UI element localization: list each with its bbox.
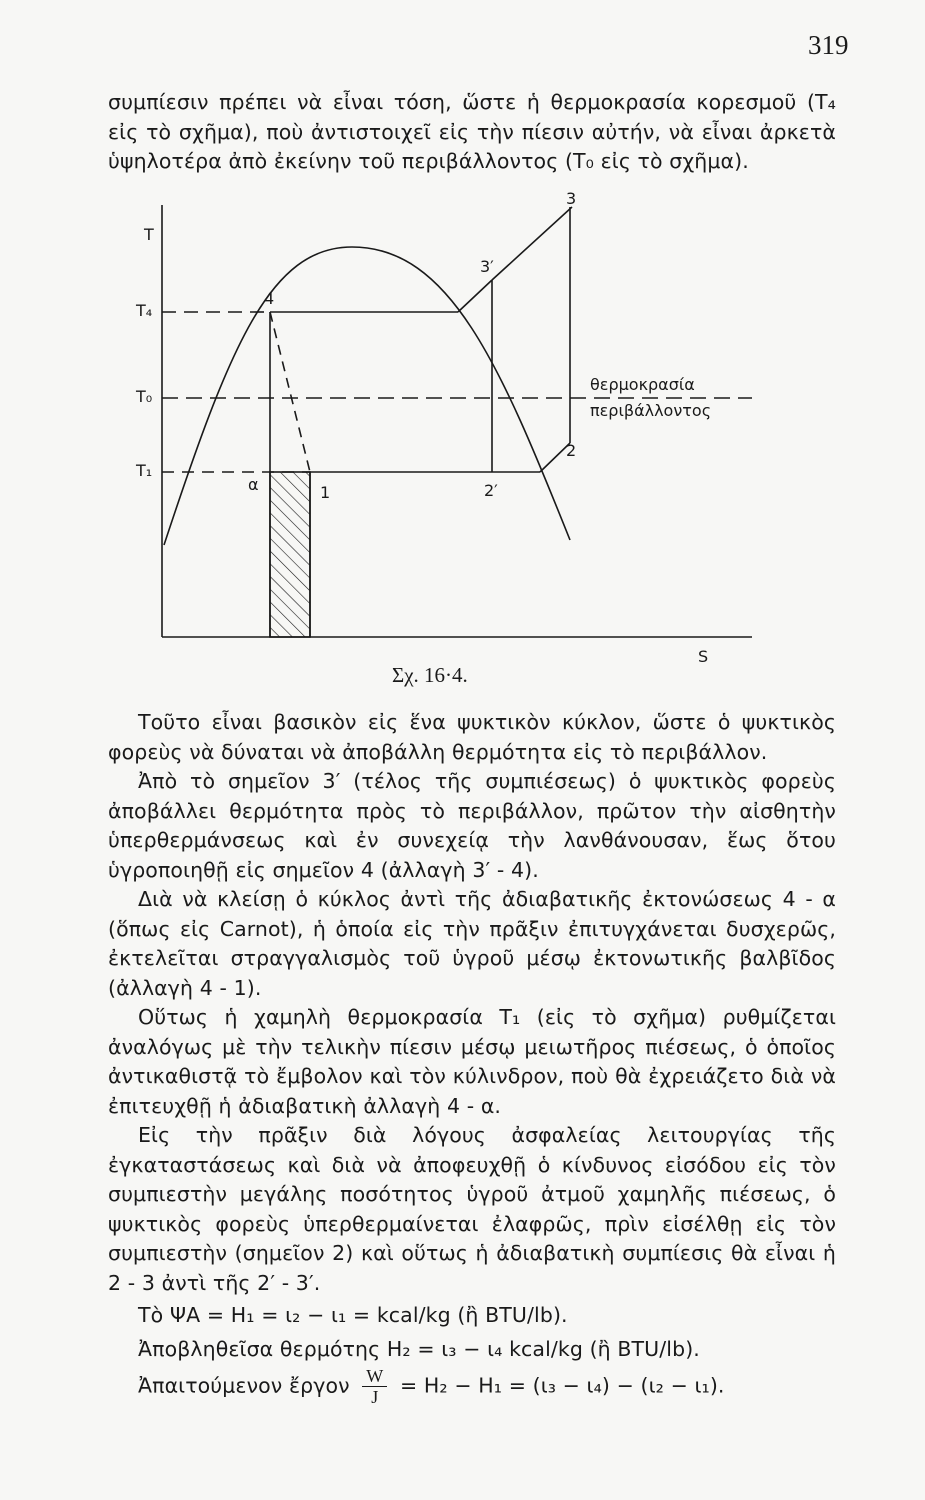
formula-work-prefix: Ἀπαιτούμενον ἔργον: [138, 1373, 350, 1398]
paragraph-5: Εἰς τὴν πρᾶξιν διὰ λόγους ἀσφαλείας λειτουργίας τῆς ἐγκαταστάσεως καὶ διὰ νὰ ἀποφευχθῇ ὁ κίνδυνος εἰσόδου εἰς τὸν συμπιεστὴν μεγάλης ποσότητος ὑγροῦ ἀτμοῦ χαμηλῆς πιέσεως, ὁ ψυκτικὸς φορεὺς ὑπερθερμαίνεται ἐλαφρῶς, πρὶν εἰσέλθῃ εἰς τὸν συμπιεστὴν (σημεῖον 2) καὶ οὕτως ἡ ἀδιαβατικὴ συμπίεσις θὰ εἶναι ἡ 2 - 3 ἀντὶ τῆς 2′ - 3′.: [108, 1123, 836, 1295]
intro-paragraph: συμπίεσιν πρέπει νὰ εἶναι τόση, ὥστε ἡ θερμοκρασία κορεσμοῦ (T₄ εἰς τὸ σχῆμα), ποὺ ἀντιστοιχεῖ εἰς τὴν πίεσιν αὐτήν, νὰ εἶναι ἀρκετὰ ὑψηλοτέρα ἀπὸ ἐκείνην τοῦ περιβάλλοντος (T₀ εἰς τὸ σχῆμα).: [108, 90, 836, 173]
paragraph-2: Ἀπὸ τὸ σημεῖον 3′ (τέλος τῆς συμπιέσεως) ὁ ψυκτικὸς φορεὺς ἀποβάλλει θερμότητα πρὸς τὸ περιβάλλον, πρῶτον τὴν αἰσθητὴν ὑπερθερμάνσεως καὶ ἐν συνεχείᾳ τὴν λανθάνουσαν, ἕως ὅτου ὑγροποιηθῇ εἰς σημεῖον 4 (ἀλλαγὴ 3′ - 4).: [108, 769, 836, 882]
paragraph-4: Οὕτως ἡ χαμηλὴ θερμοκρασία T₁ (εἰς τὸ σχῆμα) ρυθμίζεται ἀναλόγως μὲ τὴν τελικὴν πίεσιν μέσῳ μειωτῆρος πιέσεως, ὁ ὁποῖος ἀντικαθιστᾷ τὸ ἔμβολον καὶ τὸν κύλινδρον, ποὺ θὰ ἐχρειάζετο διὰ νὰ ἐπιτευχθῇ ἡ ἀδιαβατικὴ ἀλλαγὴ 4 - α.: [108, 1005, 836, 1118]
axis-label-t: T: [144, 225, 154, 244]
label-t0: T₀: [136, 387, 153, 406]
body-text: [108, 708, 836, 1407]
ts-diagram: [120, 185, 780, 695]
figure-caption: Σχ. 16·4.: [392, 663, 468, 687]
intro-text: [108, 88, 836, 177]
point-label-4: 4: [264, 289, 275, 308]
formula-required-work: [108, 1366, 836, 1407]
page-number: 319: [808, 30, 849, 60]
point-label-3: 3: [566, 189, 577, 208]
formula-refrigeration-effect: Τὸ ΨΑ = H₁ = ι₂ − ι₁ = kcal/kg (ἢ BTU/lb).: [138, 1303, 568, 1327]
line-3-top: [492, 207, 572, 280]
ambient-label-line1: θερμοκρασία: [590, 375, 695, 394]
ambient-label-line2: περιβάλλοντος: [590, 401, 712, 420]
hatched-area: [270, 472, 310, 637]
paragraph-3: Διὰ νὰ κλείσῃ ὁ κύκλος ἀντὶ τῆς ἀδιαβατικῆς ἐκτονώσεως 4 - α (ὅπως εἰς Carnot), ἡ ὁποία εἰς τὴν πρᾶξιν ἐπιτυγχάνεται δυσχερῶς, ἐκτελεῖται στραγγαλισμὸς τοῦ ὑγροῦ μέσῳ ἐκτονωτικῆς βαλβῖδος (ἀλλαγὴ 4 - 1).: [108, 887, 836, 1000]
label-t4: T₄: [136, 301, 153, 320]
fraction-denominator: J: [371, 1387, 379, 1407]
point-label-2: 2: [566, 441, 577, 460]
throttling-line-4-1: [270, 312, 310, 472]
fraction-numerator: W: [362, 1366, 387, 1387]
paragraph-1: Τοῦτο εἶναι βασικὸν εἰς ἕνα ψυκτικὸν κύκλον, ὥστε ὁ ψυκτικὸς φορεὺς νὰ δύναται νὰ ἀποβάλλη θερμότητα εἰς τὸ περιβάλλον.: [108, 710, 836, 764]
ts-diagram-figure: [120, 185, 780, 695]
point-label-2prime: 2′: [484, 481, 498, 500]
axis-label-s: S: [698, 647, 709, 666]
fraction-w-over-j: [362, 1366, 387, 1407]
point-label-a: α: [248, 475, 259, 494]
point-label-3prime: 3′: [480, 257, 494, 276]
desuperheat-line: [458, 280, 492, 312]
formula-rejected-heat: Ἀποβληθεῖσα θερμότης H₂ = ι₃ − ι₄ kcal/kg (ἢ BTU/lb).: [138, 1337, 700, 1361]
saturation-dome: [164, 247, 570, 545]
formula-work-suffix: = H₂ − H₁ = (ι₃ − ι₄) − (ι₂ − ι₁).: [400, 1373, 725, 1398]
label-t1: T₁: [136, 461, 153, 480]
point-label-1: 1: [320, 483, 331, 502]
